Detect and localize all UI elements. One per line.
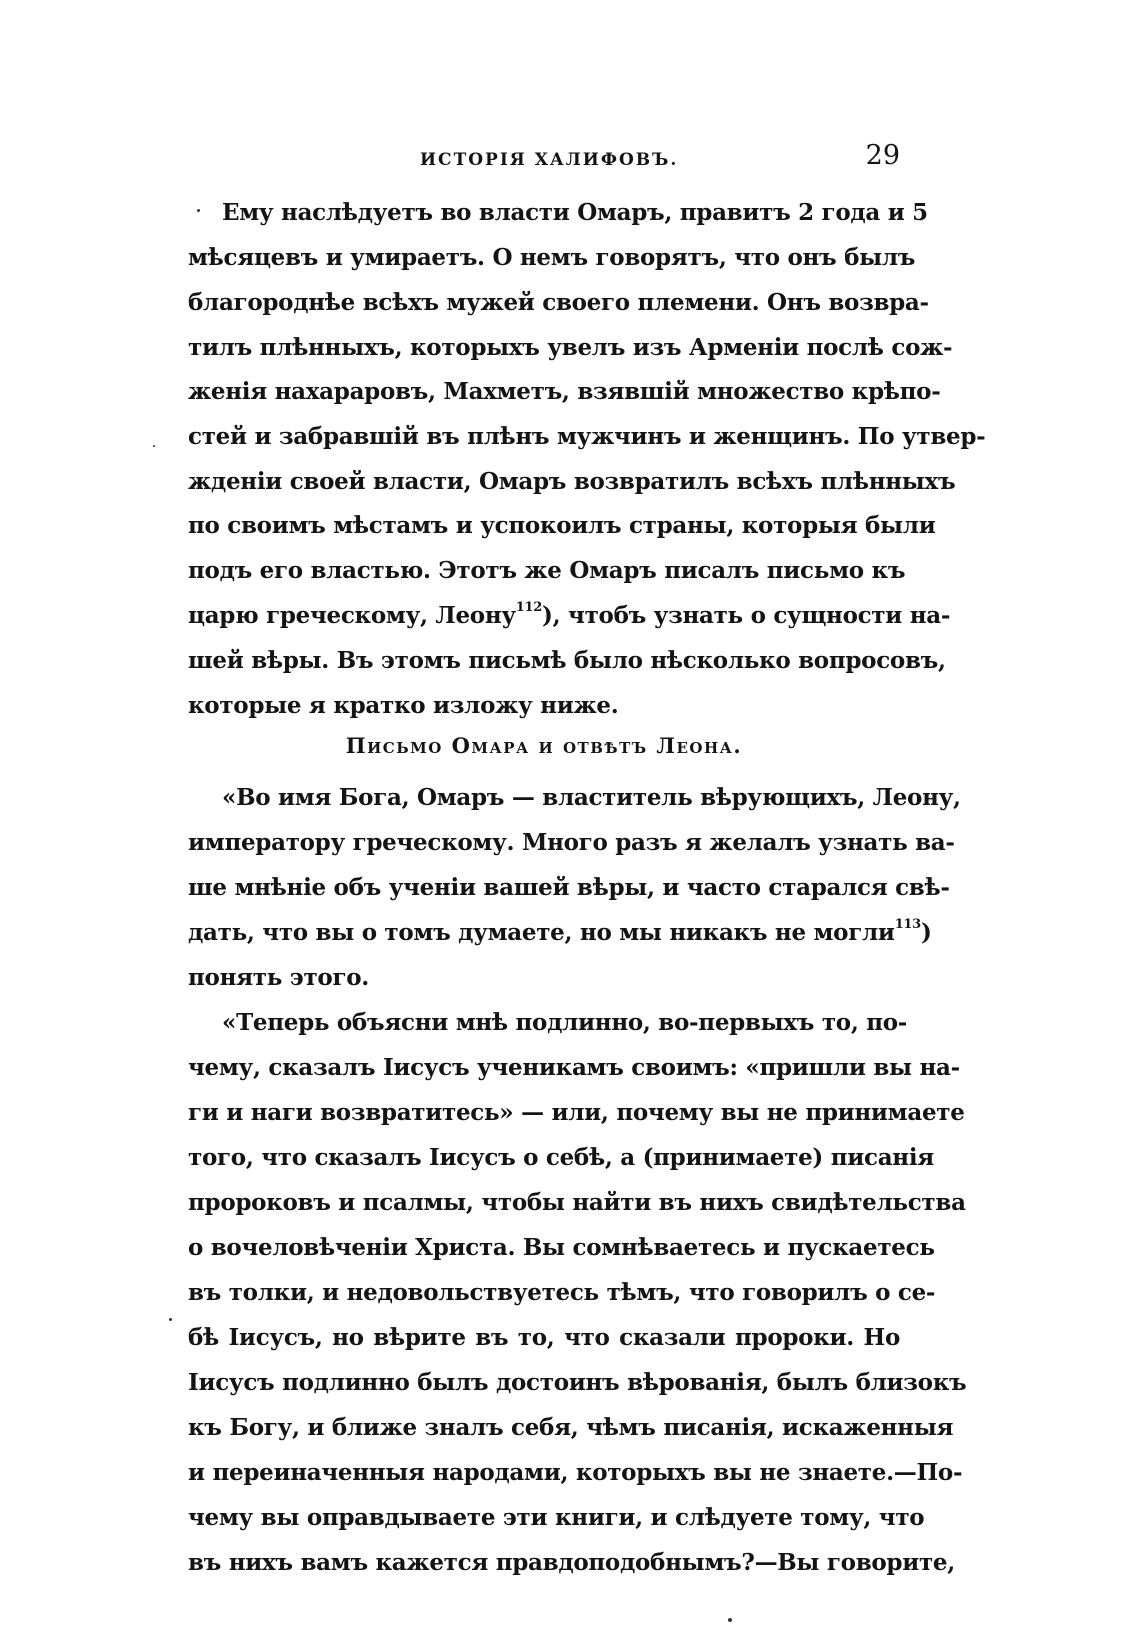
text-line: стей и забравшій въ плѣнъ мужчинъ и женщинъ. По утвер- (188, 423, 986, 450)
text-line: которые я кратко изложу ниже. (188, 692, 619, 719)
text-line: «Во имя Бога, Омаръ — властитель вѣрующихъ, Леону, (222, 784, 961, 811)
text-fragment: царю греческому, Леону (188, 602, 516, 629)
text-fragment: дать, что вы о томъ думаете, но мы никакъ не могли (188, 919, 895, 946)
running-title: ИСТОРІЯ ХАЛИФОВЪ. (420, 150, 679, 170)
footnote-ref-112: 112 (515, 600, 543, 615)
text-line: императору греческому. Много разъ я желалъ узнать ва- (188, 829, 955, 856)
text-line: того, что сказалъ Іисусъ о себѣ, а (принимаете) писанія (188, 1144, 934, 1171)
text-line: бѣ Іисусъ, но вѣрите въ то, что сказали пророки. Но (188, 1324, 900, 1351)
text-line: женія нахараровъ, Махметъ, взявшій множество крѣпо- (188, 378, 941, 405)
text-line: понять этого. (188, 964, 370, 991)
text-line: чему вы оправдываете эти книги, и слѣдуете тому, что (188, 1504, 925, 1531)
text-line: и переиначенныя народами, которыхъ вы не знаете.—По- (188, 1459, 963, 1486)
text-line: мѣсяцевъ и умираетъ. О немъ говорятъ, что онъ былъ (188, 244, 916, 271)
text-line: ше мнѣніе объ ученіи вашей вѣры, и часто старался свѣ- (188, 874, 950, 901)
footnote-ref-113: 113 (894, 917, 921, 932)
text-line: къ Богу, и ближе зналъ себя, чѣмъ писанія, искаженныя (188, 1414, 954, 1441)
text-fragment: ), чтобъ узнать о сущности на- (542, 602, 951, 629)
text-line: подъ его властью. Этотъ же Омаръ писалъ письмо къ (188, 557, 906, 584)
scan-speck (169, 1318, 172, 1321)
text-line: въ нихъ вамъ кажется правдоподобнымъ?—Вы говорите, (188, 1549, 955, 1576)
text-line-with-footnote (188, 596, 951, 636)
text-line: Іисусъ подлинно былъ достоинъ вѣрованія, былъ близокъ (188, 1369, 967, 1396)
text-fragment: ) (920, 919, 932, 946)
page-number: 29 (865, 140, 900, 171)
text-line: ги и наги возвратитесь» — или, почему вы не принимаете (188, 1099, 965, 1126)
section-heading: Письмо Омара и отвѣтъ Леона. (345, 733, 743, 758)
text-line: о вочеловѣченіи Христа. Вы сомнѣваетесь и пускаетесь (188, 1234, 935, 1261)
text-line: тилъ плѣнныхъ, которыхъ увелъ изъ Арменіи послѣ сож- (188, 334, 953, 361)
text-line: шей вѣры. Въ этомъ письмѣ было нѣсколько вопросовъ, (188, 647, 946, 674)
text-line: въ толки, и недовольствуетесь тѣмъ, что говорилъ о се- (188, 1279, 936, 1306)
text-line-with-footnote (188, 913, 932, 953)
scan-speck (728, 1618, 732, 1622)
text-line: по своимъ мѣстамъ и успокоилъ страны, которыя были (188, 512, 936, 539)
text-line: «Теперь объясни мнѣ подлинно, во-первыхъ то, по- (222, 1009, 908, 1036)
scan-speck (153, 445, 155, 447)
running-head (188, 140, 900, 180)
text-line: благороднѣе всѣхъ мужей своего племени. Онъ возвра- (188, 289, 929, 316)
text-line: пророковъ и псалмы, чтобы найти въ нихъ свидѣтельства (188, 1189, 966, 1216)
text-line: жденіи своей власти, Омаръ возвратилъ всѣхъ плѣнныхъ (188, 468, 956, 495)
text-line: Ему наслѣдуетъ во власти Омаръ, правитъ 2 года и 5 (222, 199, 928, 226)
text-line: чему, сказалъ Іисусъ ученикамъ своимъ: «пришли вы на- (188, 1054, 960, 1081)
scan-speck (197, 209, 200, 212)
